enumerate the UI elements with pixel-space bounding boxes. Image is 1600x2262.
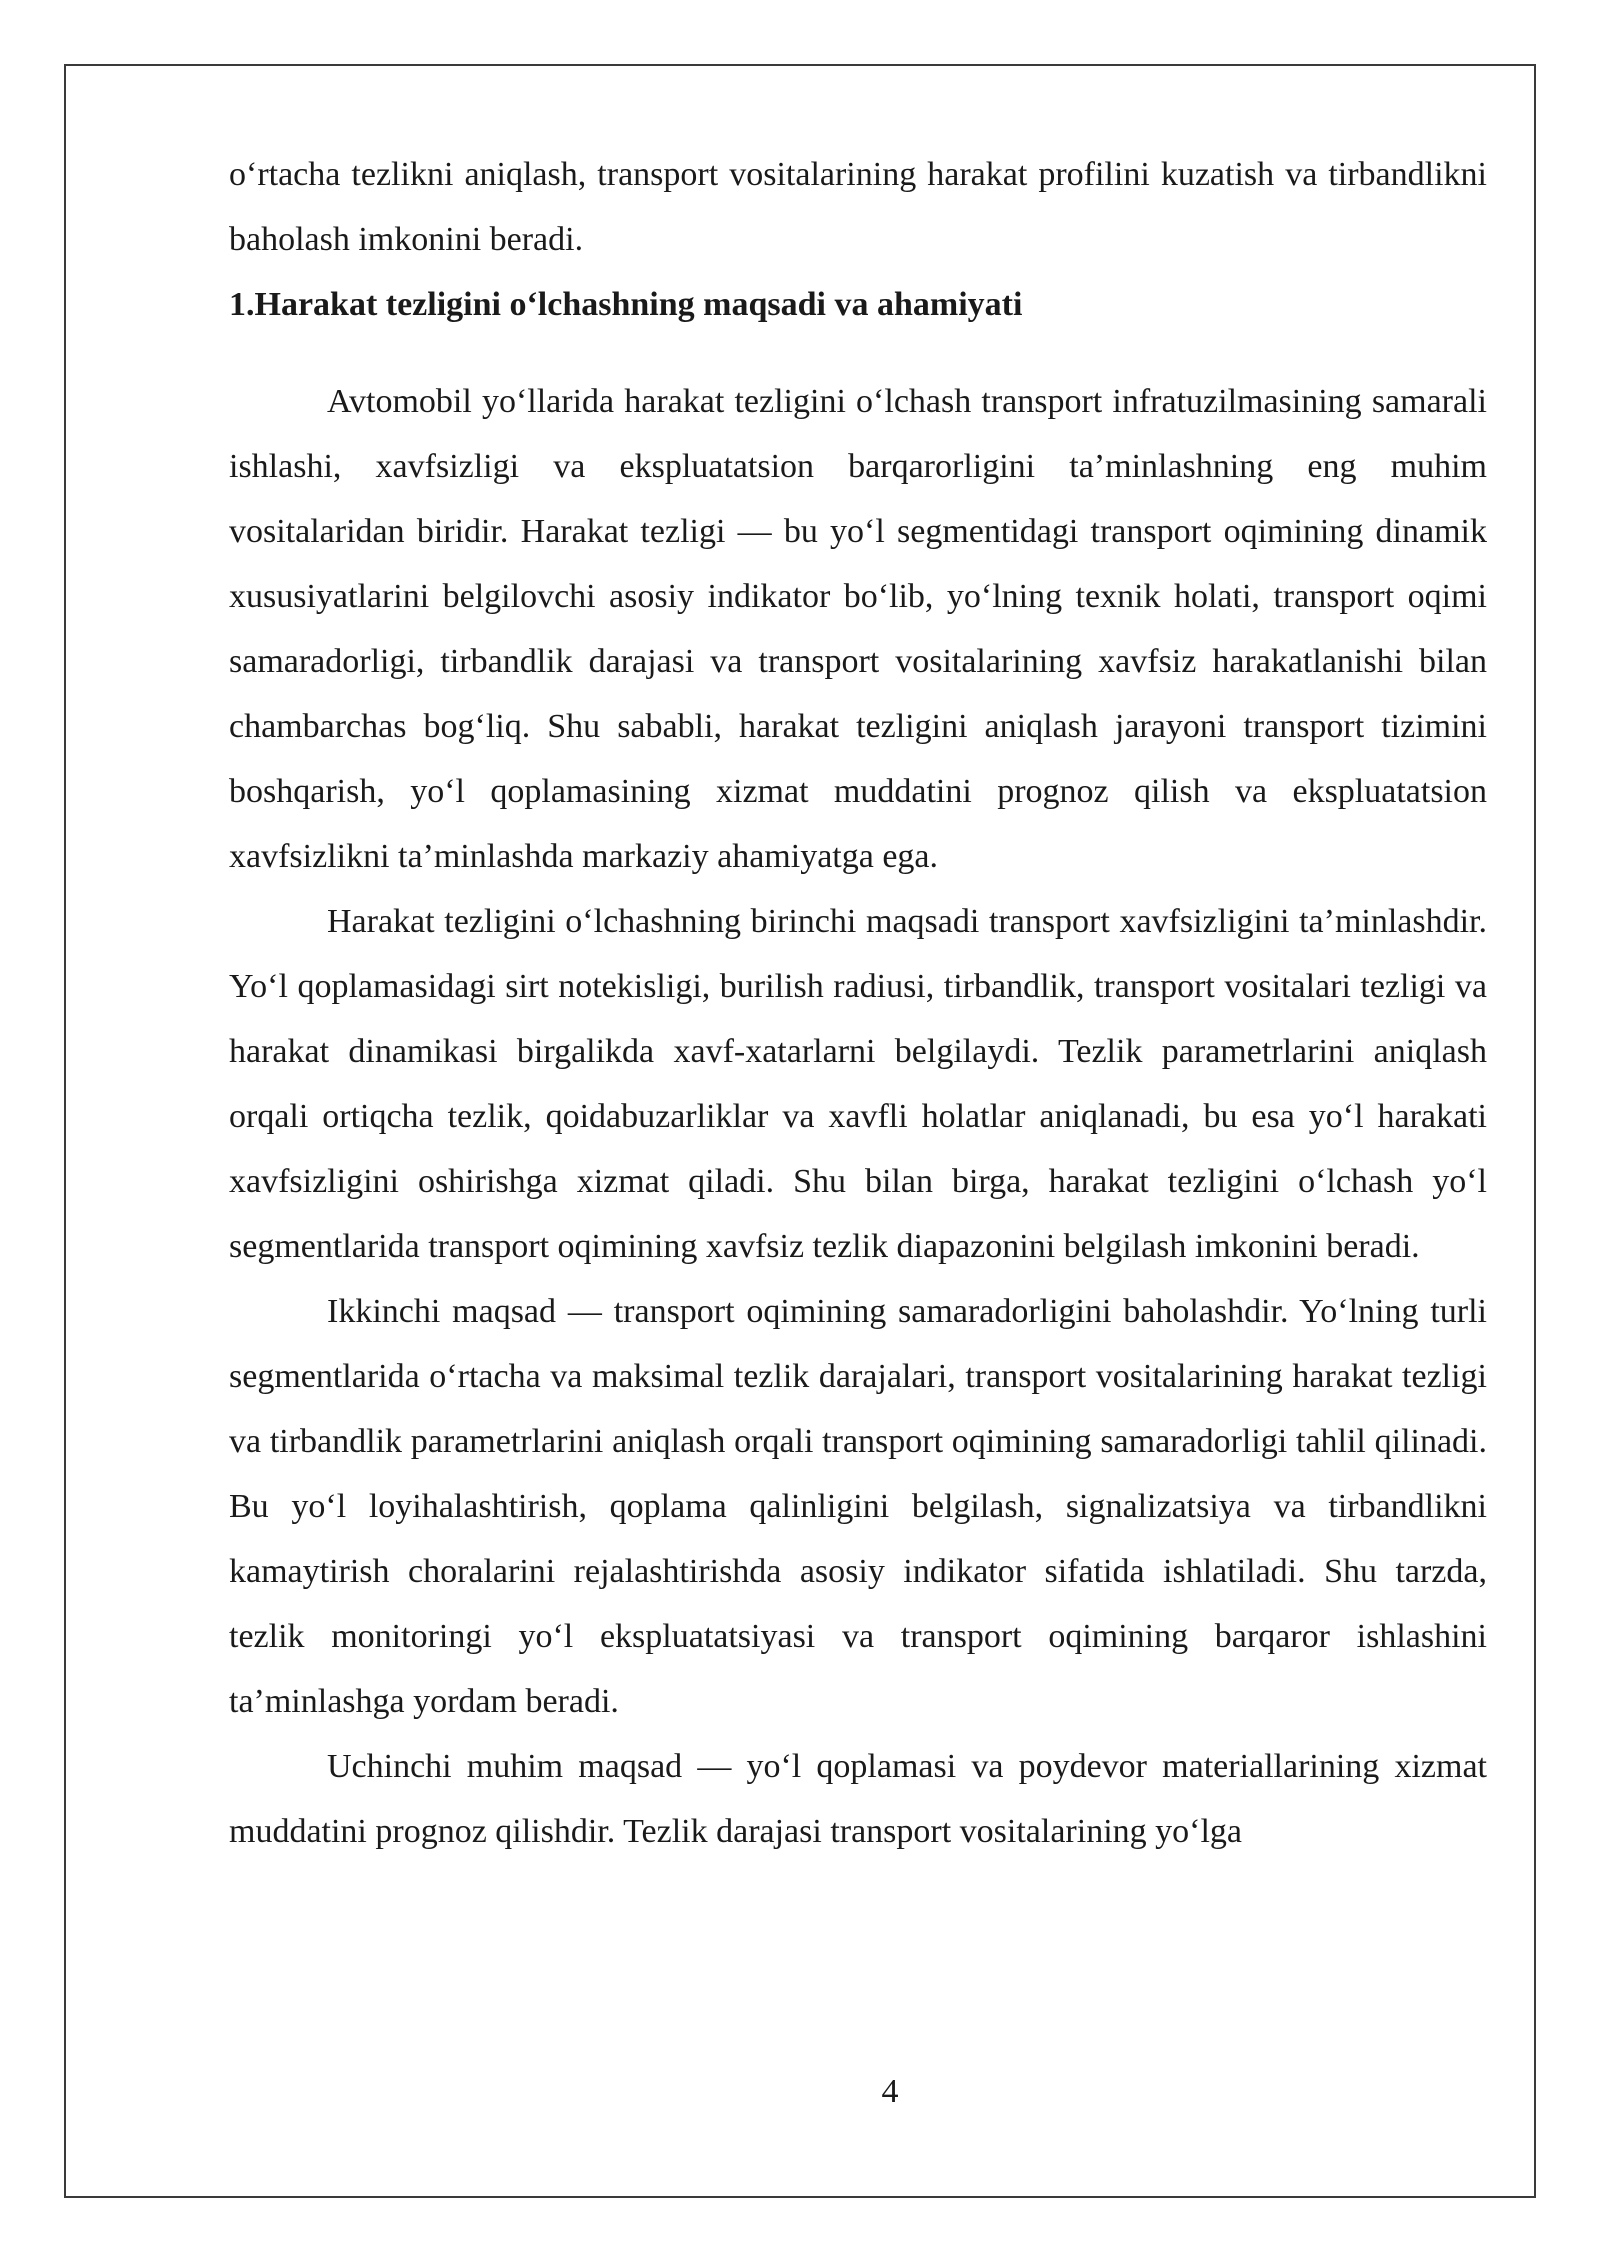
document-body	[229, 142, 1487, 1864]
page-number: 4	[881, 2073, 899, 2110]
section-heading: 1.Harakat tezligini o‘lchashning maqsadi va ahamiyati	[229, 286, 1023, 323]
paragraph-3: Ikkinchi maqsad — transport oqimining samaradorligini baholashdir. Yo‘lning turli segmentlarida o‘rtacha va maksimal tezlik darajalari, transport vositalarining harakat tezligi va tirbandlik parametrlarini aniqlash orqali transport oqimining samaradorligi tahlil qilinadi. Bu yo‘l loyihalashtirish, qoplama qalinligini belgilash, signalizatsiya va tirbandlikni kamaytirish choralarini rejalashtirishda asosiy indikator sifatida ishlatiladi. Shu tarzda, tezlik monitoringi yo‘l ekspluatatsiyasi va transport oqimining barqaror ishlashini ta’minlashga yordam beradi.	[229, 1293, 1487, 1720]
paragraph-1: Avtomobil yo‘llarida harakat tezligini o‘lchash transport infratuzilmasining samarali ishlashi, xavfsizligi va ekspluatatsion barqarorligini ta’minlashning eng muhim vositalaridan biridir. Harakat tezligi — bu yo‘l segmentidagi transport oqimining dinamik xususiyatlarini belgilovchi asosiy indikator bo‘lib, yo‘lning texnik holati, transport oqimi samaradorligi, tirbandlik darajasi va transport vositalarining xavfsiz harakatlanishi bilan chambarchas bog‘liq. Shu sababli, harakat tezligini aniqlash jarayoni transport tizimini boshqarish, yo‘l qoplamasining xizmat muddatini prognoz qilish va ekspluatatsion xavfsizlikni ta’minlashda markaziy ahamiyatga ega.	[229, 383, 1487, 875]
paragraph-4: Uchinchi muhim maqsad — yo‘l qoplamasi va poydevor materiallarining xizmat muddatini prognoz qilishdir. Tezlik darajasi transport vositalarining yo‘lga	[229, 1748, 1487, 1850]
intro-continuation: o‘rtacha tezlikni aniqlash, transport vositalarining harakat profilini kuzatish va tirbandlikni baholash imkonini beradi.	[229, 156, 1487, 258]
paragraph-2: Harakat tezligini o‘lchashning birinchi maqsadi transport xavfsizligini ta’minlashdir. Yo‘l qoplamasidagi sirt notekisligi, burilish radiusi, tirbandlik, transport vositalari tezligi va harakat dinamikasi birgalikda xavf-xatarlarni belgilaydi. Tezlik parametrlarini aniqlash orqali ortiqcha tezlik, qoidabuzarliklar va xavfli holatlar aniqlanadi, bu esa yo‘l harakati xavfsizligini oshirishga xizmat qiladi. Shu bilan birga, harakat tezligini o‘lchash yo‘l segmentlarida transport oqimining xavfsiz tezlik diapazonini belgilash imkonini beradi.	[229, 903, 1487, 1265]
